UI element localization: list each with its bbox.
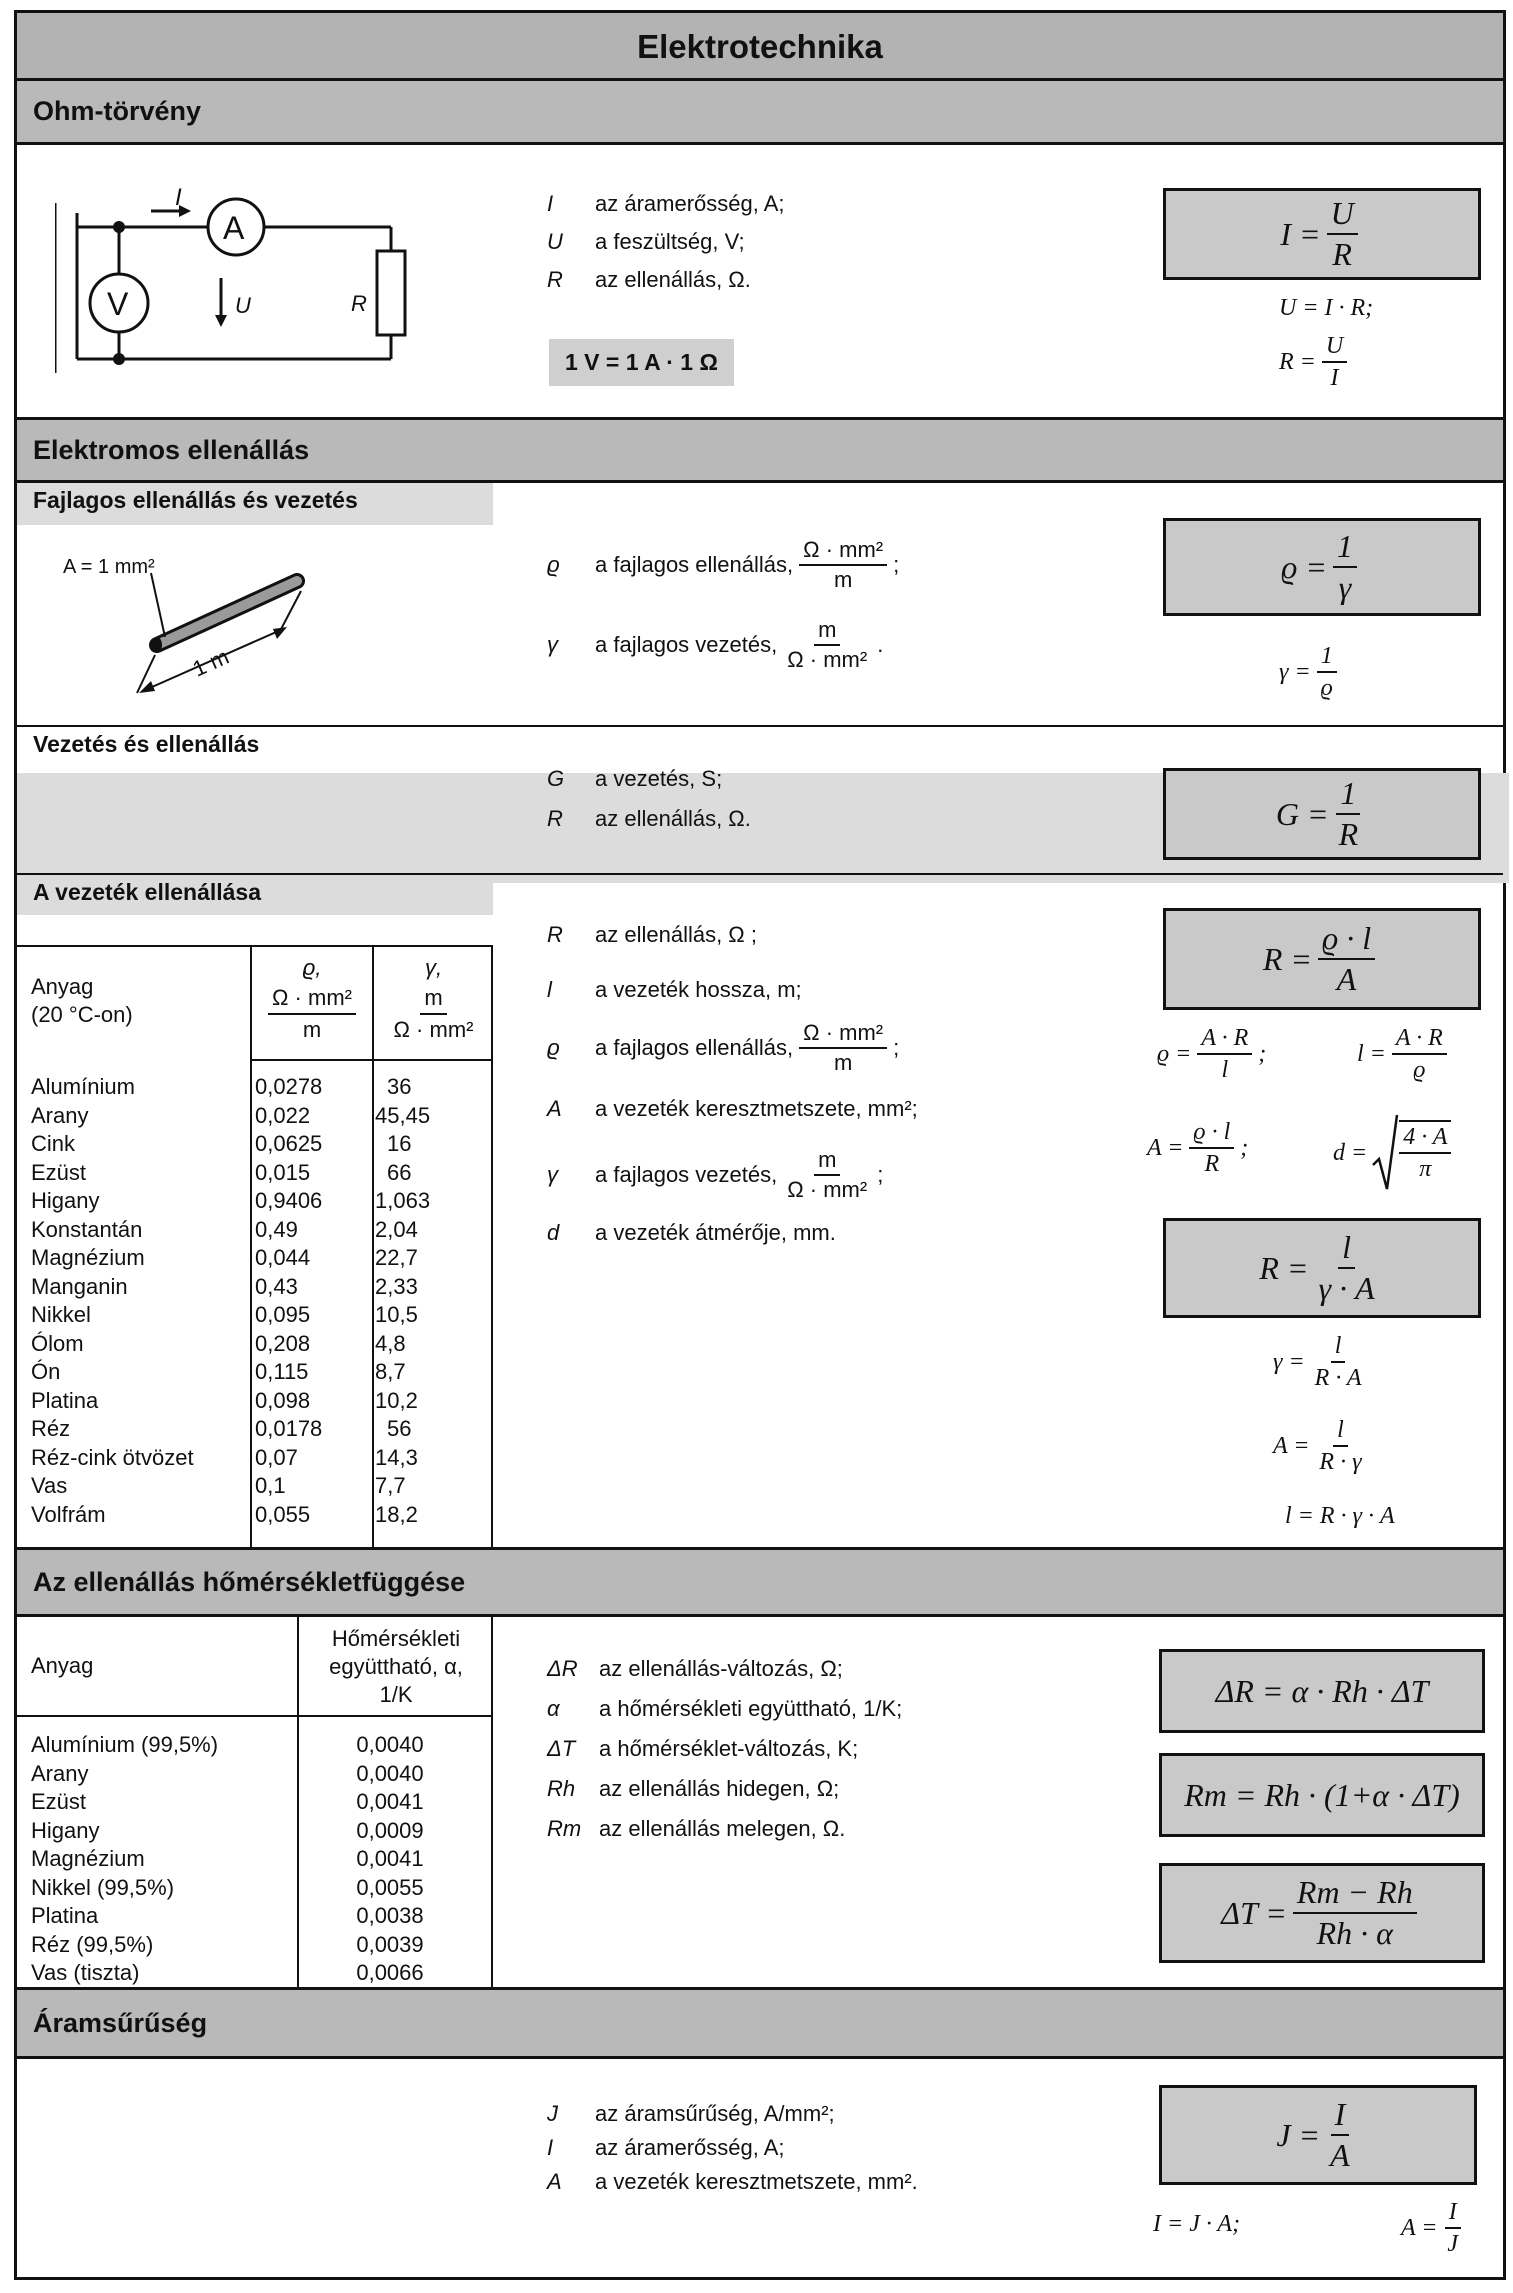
gamma-cell: 22,7 [375, 1245, 418, 1270]
gamma-cell: 14,3 [375, 1444, 418, 1470]
material-cell: Nikkel [31, 1302, 91, 1327]
var-row: l a vezeték hossza, m; [547, 977, 802, 1002]
table-row [23, 1415, 477, 1444]
var-row: Rm az ellenállás melegen, Ω. [547, 1816, 846, 1841]
material-cell: Platina [31, 1387, 99, 1413]
material-cell: Ezüst [31, 1159, 87, 1185]
material-cell: Manganin [31, 1273, 128, 1299]
material-cell: Vas [31, 1473, 68, 1498]
table-row [23, 1874, 487, 1903]
vezetes-variable-list [547, 759, 751, 839]
material-cell: Alumínium [31, 1074, 135, 1099]
page-title: Elektrotechnika [17, 13, 1503, 81]
formula-l-derived: l = $\frac{A \cdot R}{ϱ}$ [1357, 1025, 1453, 1084]
var-row: A a vezeték keresztmetszete, mm²; [547, 1096, 918, 1121]
temperature-coefficient-table [23, 1731, 487, 1988]
current-label-I: I [175, 184, 182, 211]
coefficient-cell: 0,0040 [356, 1732, 424, 1757]
material-cell: Magnézium [31, 1245, 145, 1270]
var-row: ϱ a fajlagos ellenállás, $\frac{\text{Ω · mm²}}{m}$ ; [547, 1019, 900, 1075]
table-row [23, 1273, 477, 1302]
var-row: Rh az ellenállás hidegen, Ω; [547, 1776, 840, 1801]
var-row: α a hőmérsékleti együttható, 1/K; [547, 1696, 903, 1721]
table-row [23, 1472, 477, 1501]
material-cell: Ezüst [31, 1789, 87, 1814]
gamma-cell: 56 [387, 1416, 412, 1441]
rho-cell: 0,0178 [255, 1416, 323, 1441]
resistance-main-formula: R = $\frac{ϱ \cdot l}{A}$ [1163, 908, 1481, 1010]
var-row: I az áramerősség, A; [547, 191, 785, 216]
table-row [23, 1387, 477, 1416]
material-cell: Vas (tiszta) [31, 1960, 140, 1985]
subsection-fajlagos-heading: Fajlagos ellenállás és vezetés [17, 483, 493, 525]
formula-r: R = $\frac{U}{I}$ [1279, 333, 1353, 392]
material-cell: Konstantán [31, 1216, 143, 1242]
var-row: R az ellenállás, Ω ; [547, 922, 757, 947]
rho-cell: 0,022 [255, 1102, 311, 1128]
var-row: ΔT a hőmérséklet-változás, K; [547, 1736, 859, 1761]
material-cell: Arany [31, 1760, 89, 1786]
table-row [23, 1244, 477, 1273]
var-row: γ a fajlagos vezetés, $\frac{m}{\text{Ω · mm²}}$ . [547, 616, 884, 672]
rho-cell: 0,43 [255, 1273, 298, 1299]
vezetek-variable-list [547, 905, 918, 1253]
gamma-cell: 10,2 [375, 1387, 418, 1413]
rho-cell: 0,115 [255, 1359, 309, 1384]
table-row [23, 1959, 487, 1988]
material-cell: Alumínium (99,5%) [31, 1732, 219, 1757]
rm-formula: Rm = Rh · (1+α · ΔT) [1159, 1753, 1485, 1837]
rho-cell: 0,0625 [255, 1131, 323, 1156]
g-main-formula: G = $\frac{1}{R}$ [1163, 768, 1481, 860]
gamma-cell: 10,5 [375, 1302, 418, 1327]
gamma-cell: 45,45 [375, 1102, 431, 1128]
var-row: R az ellenállás, Ω. [547, 806, 751, 831]
gamma-cell: 66 [387, 1159, 412, 1185]
table-row [23, 1845, 487, 1874]
material-cell: Nikkel (99,5%) [31, 1874, 175, 1900]
material-cell: Réz [31, 1416, 71, 1441]
ohm-main-formula: I = $\frac{U}{R}$ [1163, 188, 1481, 280]
var-row: A a vezeték keresztmetszete, mm². [547, 2169, 918, 2194]
var-row: G a vezetés, S; [547, 766, 723, 791]
delta-t-formula: ΔT = $\frac{Rm - Rh}{Rh \cdot \alpha}$ [1159, 1863, 1485, 1963]
var-row: d a vezeték átmérője, mm. [547, 1220, 836, 1245]
coefficient-cell: 0,0040 [356, 1760, 424, 1786]
coefficient-cell: 0,0009 [356, 1817, 424, 1843]
table-head-rho: ϱ, Ω · mm² m [252, 953, 372, 1045]
coefficient-cell: 0,0039 [356, 1931, 424, 1957]
formula-a-derived: A = $\frac{ϱ \cdot l}{R}$ ; [1147, 1119, 1249, 1178]
temp-table-head-coef: Hőmérsékleti együttható, α, 1/K [329, 1626, 463, 1707]
formula-gamma: γ = $\frac{1}{ϱ}$ [1279, 643, 1343, 702]
temp-variable-list [547, 1649, 902, 1849]
gamma-cell: 4,8 [375, 1330, 406, 1356]
table-row [23, 1358, 477, 1387]
rho-cell: 0,098 [255, 1387, 311, 1413]
resistor-label-R: R [351, 291, 367, 316]
conductor-diagram [47, 543, 347, 713]
material-cell: Arany [31, 1102, 89, 1128]
gamma-cell: 18,2 [375, 1501, 418, 1527]
table-row [23, 1301, 477, 1330]
gamma-cell: 2,04 [375, 1216, 418, 1242]
table-row [23, 1073, 477, 1102]
section-resistance-heading: Elektromos ellenállás [17, 417, 1503, 483]
rho-cell: 0,095 [255, 1302, 311, 1327]
gamma-cell: 1,063 [375, 1188, 431, 1213]
coefficient-cell: 0,0066 [356, 1960, 424, 1985]
rho-cell: 0,0278 [255, 1074, 323, 1099]
rho-cell: 0,1 [255, 1473, 286, 1498]
rho-cell: 0,055 [255, 1501, 311, 1527]
ohm-circuit-diagram [55, 183, 415, 373]
rho-main-formula: ϱ = $\frac{1}{\gamma}$ [1163, 518, 1481, 616]
formula-u: U = I · R; [1279, 295, 1374, 321]
rho-cell: 0,208 [255, 1330, 311, 1356]
coefficient-cell: 0,0055 [356, 1874, 424, 1900]
var-row: U a feszültség, V; [547, 229, 745, 254]
table-row [23, 1817, 487, 1846]
formula-a2-derived: A = $\frac{l}{R \cdot \gamma}$ [1273, 1417, 1362, 1476]
material-cell: Platina [31, 1903, 99, 1928]
area-label: A = 1 mm² [63, 556, 155, 578]
gamma-cell: 36 [387, 1074, 412, 1099]
temp-table-head-material: Anyag [31, 1653, 94, 1678]
table-row [23, 1216, 477, 1245]
table-row [23, 1760, 487, 1789]
table-row [23, 1444, 477, 1473]
ammeter-label: A [223, 210, 245, 246]
table-row [23, 1931, 487, 1960]
sqrt-sign [1371, 1113, 1399, 1193]
length-label: 1 m [188, 643, 233, 682]
coefficient-cell: 0,0038 [356, 1903, 424, 1928]
table-row [23, 1501, 477, 1530]
table-row [23, 1159, 477, 1188]
var-row: I az áramerősség, A; [547, 2135, 785, 2160]
gamma-cell: 8,7 [375, 1359, 406, 1384]
table-row [23, 1130, 477, 1159]
material-cell: Volfrám [31, 1501, 106, 1527]
gamma-cell: 7,7 [375, 1473, 406, 1498]
rho-cell: 0,9406 [255, 1188, 323, 1213]
resistance-gamma-formula: R = $\frac{l}{\gamma \cdot A}$ [1163, 1218, 1481, 1318]
var-row: R az ellenállás, Ω. [547, 267, 751, 292]
table-row [23, 1902, 487, 1931]
material-cell: Réz-cink ötvözet [31, 1444, 194, 1470]
coefficient-cell: 0,0041 [356, 1846, 424, 1871]
section-temperature-heading: Az ellenállás hőmérsékletfüggése [17, 1547, 1503, 1617]
section-ohm-heading: Ohm-törvény [17, 81, 1503, 145]
material-cell: Ón [31, 1359, 61, 1384]
var-row: J az áramsűrűség, A/mm²; [547, 2101, 835, 2126]
rho-cell: 0,07 [255, 1444, 298, 1470]
gamma-cell: 16 [387, 1131, 412, 1156]
rho-cell: 0,015 [255, 1159, 311, 1185]
voltage-label-U: U [235, 293, 251, 318]
table-head-material: Anyag (20 °C-on) [31, 974, 133, 1027]
coefficient-cell: 0,0041 [356, 1789, 424, 1814]
resistivity-table [23, 1073, 477, 1529]
table-row [23, 1187, 477, 1216]
table-row [23, 1330, 477, 1359]
subsection-vezetek-heading: A vezeték ellenállása [17, 875, 493, 915]
formula-d-derived: d = $\frac{4 \cdot A}{\pi}$ [1333, 1113, 1457, 1193]
gamma-cell: 2,33 [375, 1273, 418, 1299]
density-variable-list [547, 2097, 918, 2199]
voltmeter-label: V [107, 286, 129, 322]
material-cell: Ólom [31, 1330, 84, 1356]
material-cell: Higany [31, 1188, 100, 1213]
delta-r-formula: ΔR = α · Rh · ΔT [1159, 1649, 1485, 1733]
fajlagos-variable-list [547, 525, 899, 685]
material-cell: Magnézium [31, 1846, 145, 1871]
table-row [23, 1102, 477, 1131]
table-head-gamma: γ, m Ω · mm² [393, 955, 474, 1042]
formula-rho-derived: ϱ = $\frac{A \cdot R}{l}$ ; [1157, 1025, 1267, 1084]
formula-gamma-derived: γ = $\frac{l}{R \cdot A}$ [1273, 1333, 1362, 1392]
var-row: γ a fajlagos vezetés, $\frac{m}{\text{Ω · mm²}}$ ; [547, 1146, 884, 1202]
density-main-formula: J = $\frac{I}{A}$ [1159, 2085, 1477, 2185]
rho-cell: 0,49 [255, 1216, 298, 1242]
subsection-vezetes-heading: Vezetés és ellenállás [33, 731, 260, 757]
formula-a-from-j: A = $\frac{I}{J}$ [1401, 2199, 1468, 2258]
material-cell: Réz (99,5%) [31, 1931, 154, 1957]
section-density-heading: Áramsűrűség [17, 1987, 1503, 2059]
material-cell: Cink [31, 1131, 76, 1156]
var-row: ΔR az ellenállás-változás, Ω; [547, 1656, 843, 1681]
table-row [23, 1731, 487, 1760]
material-cell: Higany [31, 1817, 100, 1843]
page-frame [14, 10, 1506, 2280]
table-row [23, 1788, 487, 1817]
var-row: ϱ a fajlagos ellenállás, $\frac{\text{Ω · mm²}}{m}$ ; [547, 536, 900, 592]
formula-l2-derived: l = R · γ · A [1285, 1503, 1395, 1529]
unit-equation: 1 V = 1 A · 1 Ω [549, 339, 734, 386]
ohm-variable-list [547, 185, 785, 299]
rho-cell: 0,044 [255, 1245, 311, 1270]
formula-i-from-j: I = J · A; [1153, 2211, 1241, 2237]
